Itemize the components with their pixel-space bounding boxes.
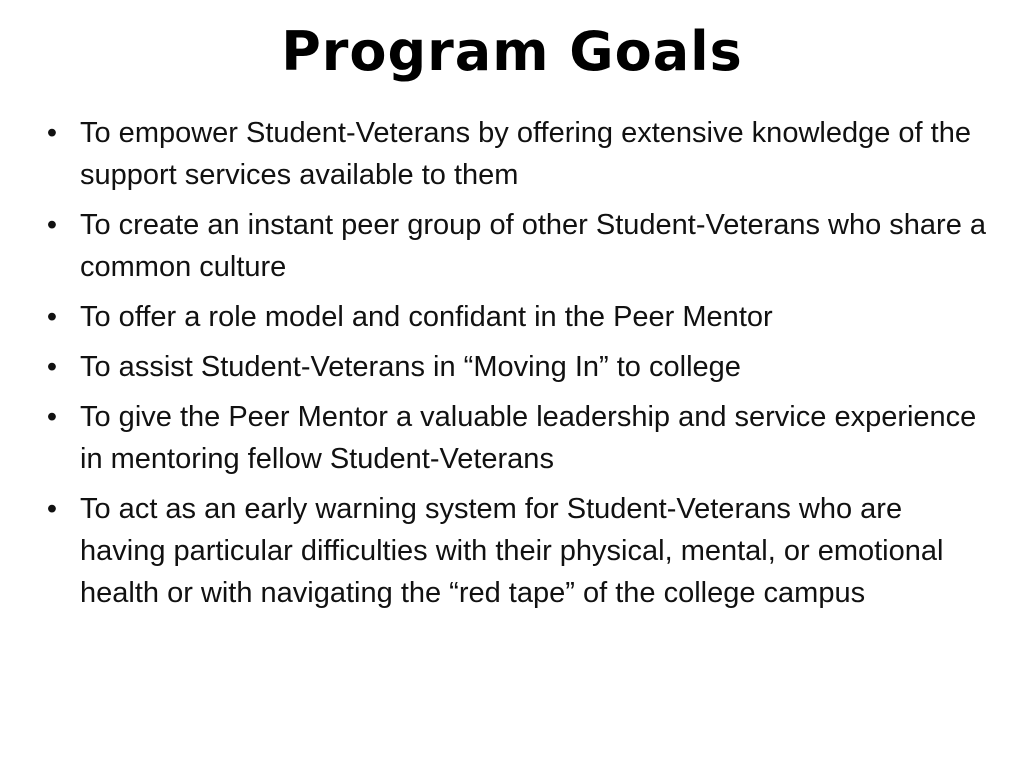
bullet-text: To act as an early warning system for Student-Veterans who are having particular difficulties with their physical, mental, or emotional health or with navigating the “red tape” of the college campus <box>80 493 944 609</box>
bullet-dot-icon: • <box>46 401 58 433</box>
bullet-text: To create an instant peer group of other Student-Veterans who share a common culture <box>80 209 987 283</box>
slide-title: Program Goals <box>281 20 743 83</box>
bullet-dot-icon: • <box>46 117 58 149</box>
bullet-text: To give the Peer Mentor a valuable leadership and service experience in mentoring fellow Student-Veterans <box>80 401 977 475</box>
bullet-dot-icon: • <box>46 209 58 241</box>
bullet-item-6 <box>40 488 990 614</box>
bullet-text: To empower Student-Veterans by offering extensive knowledge of the support services available to them <box>80 117 971 191</box>
bullet-item-2 <box>40 204 990 288</box>
bullet-text: To offer a role model and confidant in the Peer Mentor <box>80 301 773 333</box>
bullet-item-1 <box>40 112 990 196</box>
bullet-list <box>40 112 990 622</box>
bullet-dot-icon: • <box>46 493 58 525</box>
bullet-dot-icon: • <box>46 301 58 333</box>
bullet-item-3 <box>40 296 990 338</box>
bullet-item-4 <box>40 346 990 388</box>
bullet-item-5 <box>40 396 990 480</box>
bullet-dot-icon: • <box>46 351 58 383</box>
bullet-text: To assist Student-Veterans in “Moving In” to college <box>80 351 741 383</box>
